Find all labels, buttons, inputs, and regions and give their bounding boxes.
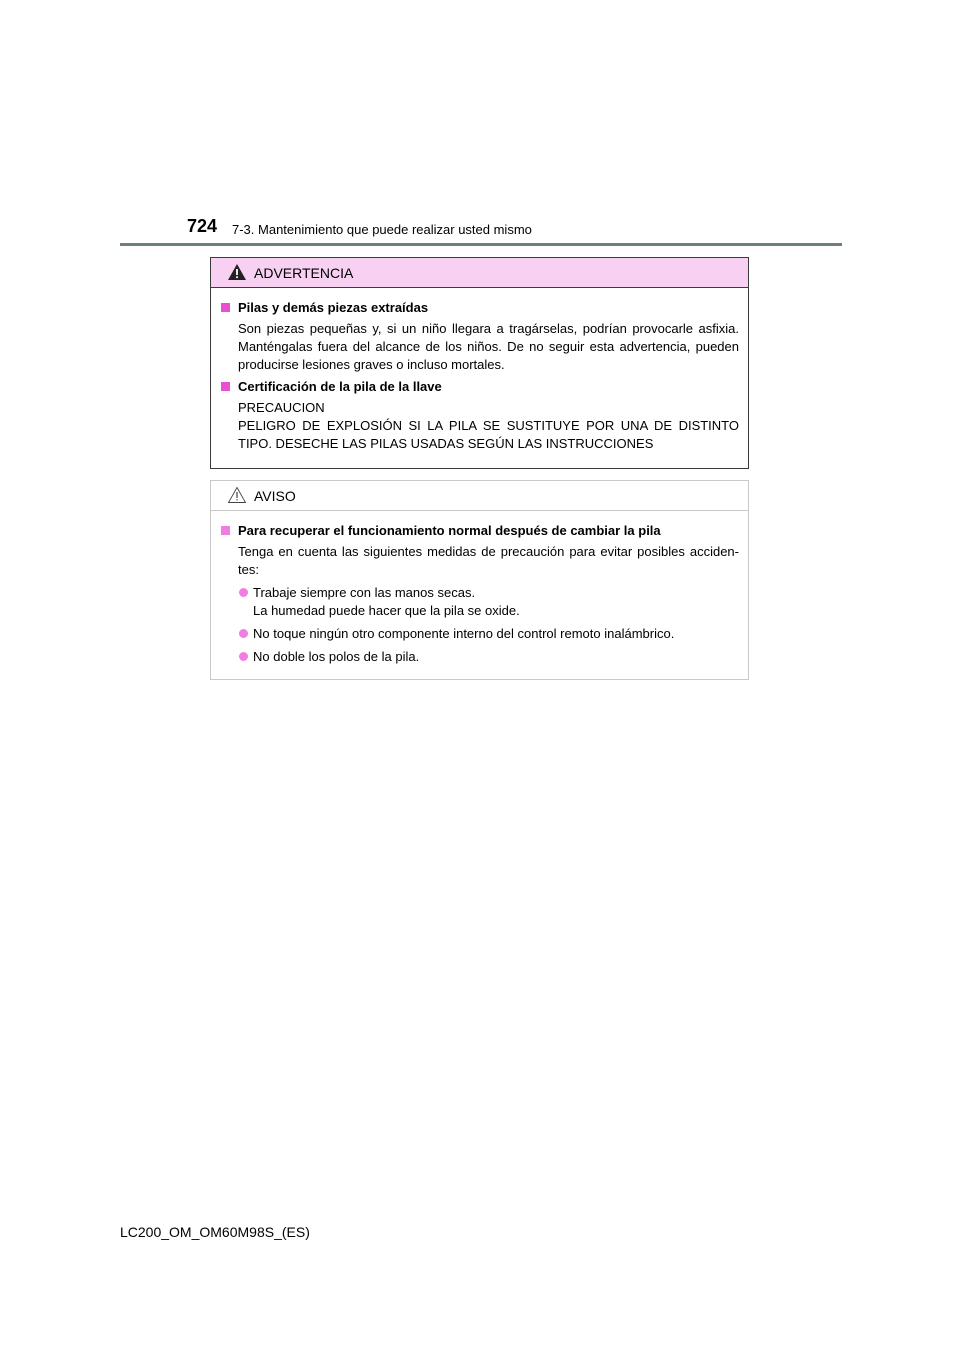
notice-box bbox=[210, 480, 749, 680]
warning-header bbox=[211, 258, 748, 288]
warning-title: ADVERTENCIA bbox=[254, 265, 354, 281]
list-item-text: No doble los polos de la pila. bbox=[253, 649, 420, 664]
list-item-text: No toque ningún otro componente interno del control remoto inalámbrico. bbox=[253, 626, 675, 641]
warning-item-heading-text: Pilas y demás piezas extraídas bbox=[238, 300, 429, 315]
circle-bullet-icon bbox=[239, 629, 248, 638]
warning-item-heading-text: Certificación de la pila de la llave bbox=[238, 379, 442, 394]
circle-bullet-icon bbox=[239, 652, 248, 661]
list-item bbox=[220, 625, 739, 643]
warning-item-text bbox=[220, 399, 739, 453]
notice-header bbox=[211, 481, 748, 511]
notice-title: AVISO bbox=[254, 488, 296, 504]
notice-heading bbox=[220, 522, 739, 540]
document-code: LC200_OM_OM60M98S_(ES) bbox=[120, 1224, 310, 1240]
notice-triangle-icon bbox=[227, 486, 247, 507]
page-number: 724 bbox=[187, 216, 218, 236]
list-item-subtext: La humedad puede hacer que la pila se oxide. bbox=[253, 603, 520, 618]
circle-bullet-icon bbox=[239, 588, 248, 597]
list-item bbox=[220, 584, 739, 620]
square-bullet-icon bbox=[221, 526, 230, 535]
warning-box bbox=[210, 257, 749, 469]
header-rule bbox=[120, 243, 842, 246]
warning-item-heading bbox=[220, 378, 739, 396]
square-bullet-icon bbox=[221, 382, 230, 391]
list-item-text: Trabaje siempre con las manos secas. bbox=[253, 585, 476, 600]
section-title: 7-3. Mantenimiento que puede realizar usted mismo bbox=[232, 222, 532, 237]
warning-item-text: Son piezas pequeñas y, si un niño llegara a tragárselas, podrían provocarle asfixia. Manténgalas fuera del alcance de los niños. De no seguir esta advertencia, pueden producirse lesiones graves o incluso mortales. bbox=[238, 321, 739, 372]
square-bullet-icon bbox=[221, 303, 230, 312]
caution-label: PRECAUCION bbox=[238, 400, 325, 415]
notice-intro: Tenga en cuenta las siguientes medidas de precaución para evitar posibles acciden-tes: bbox=[238, 544, 739, 577]
warning-triangle-icon bbox=[227, 263, 247, 284]
warning-item-heading bbox=[220, 299, 739, 317]
notice-body bbox=[211, 511, 748, 666]
notice-heading-text: Para recuperar el funcionamiento normal después de cambiar la pila bbox=[238, 523, 661, 538]
caution-text: PELIGRO DE EXPLOSIÓN SI LA PILA SE SUSTITUYE POR UNA DE DISTINTO TIPO. DESECHE LAS PILAS USADAS SEGÚN LAS INSTRUCCIONES bbox=[238, 418, 739, 451]
list-item bbox=[220, 648, 739, 666]
warning-body bbox=[211, 288, 748, 453]
